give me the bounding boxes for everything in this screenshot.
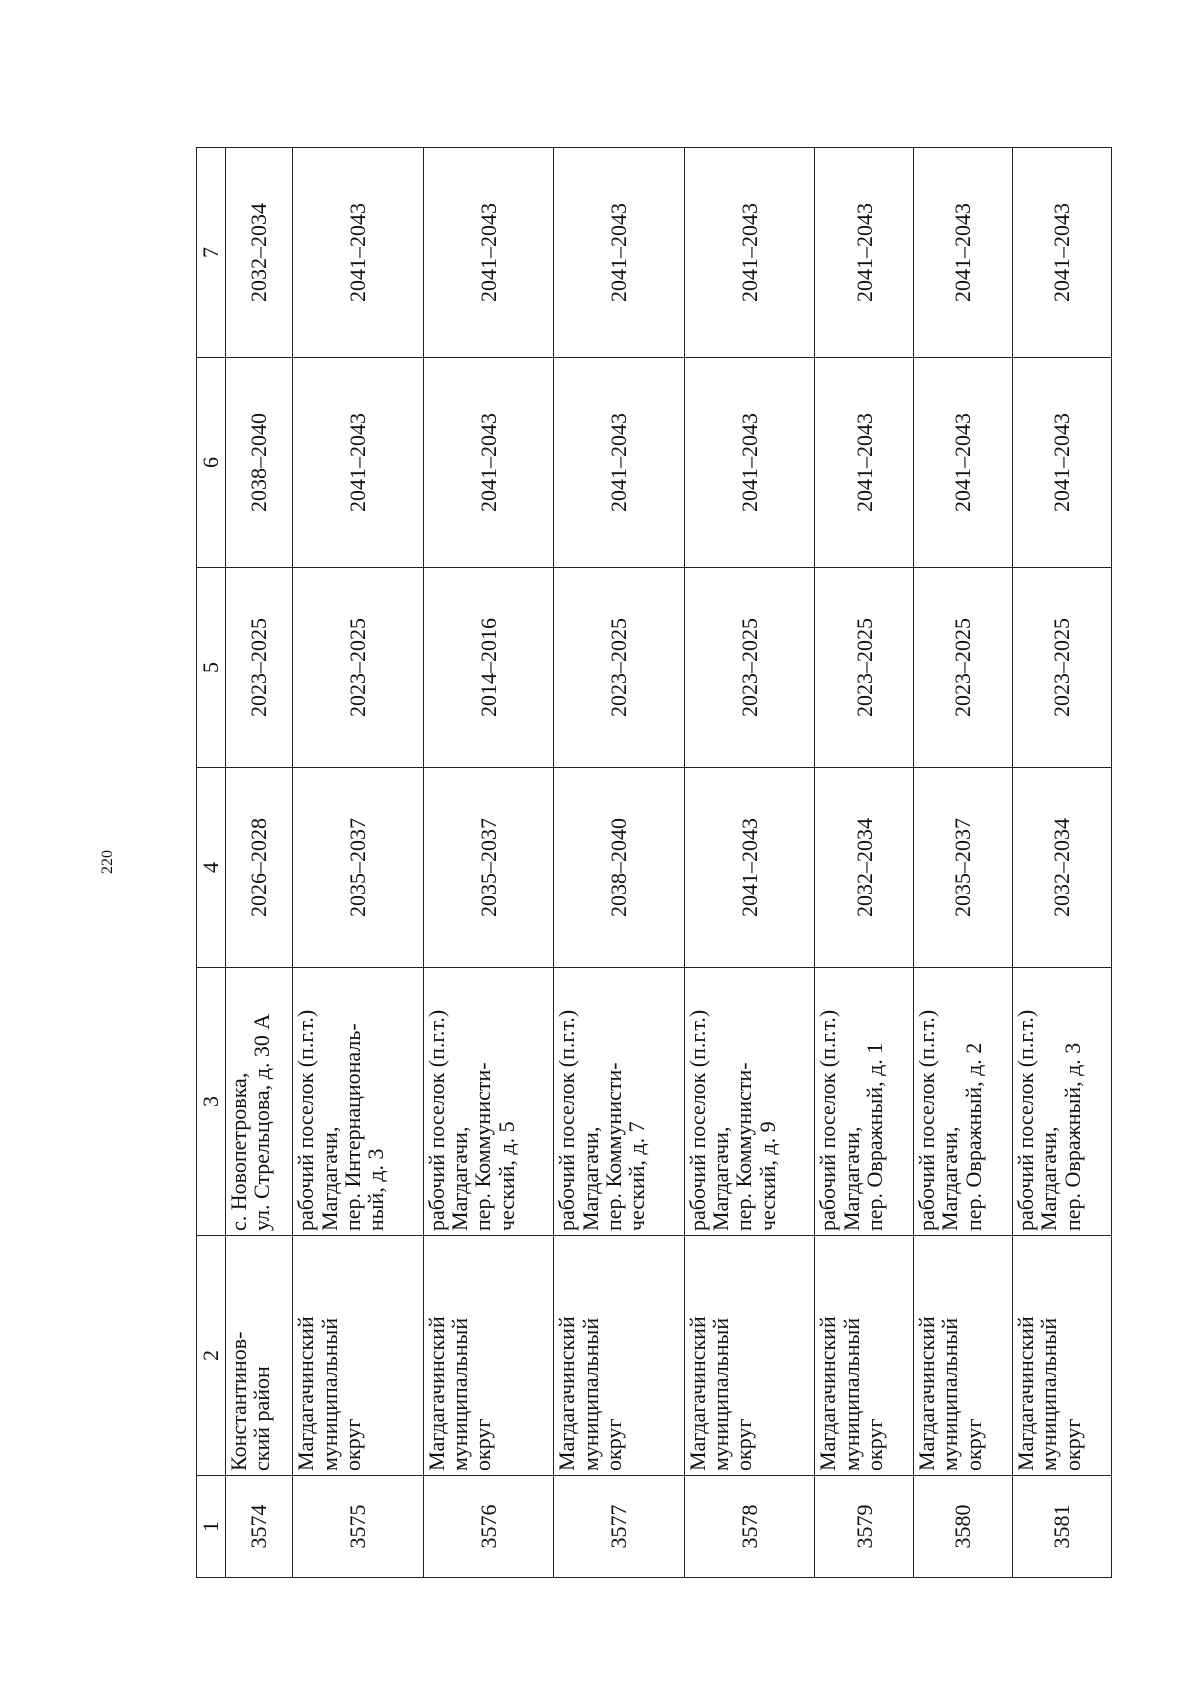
address-cell <box>226 968 293 1236</box>
row-number-cell: 3576 <box>423 1476 554 1578</box>
period-cell-4: 2038–2040 <box>554 768 685 968</box>
period-cell-6: 2041–2043 <box>914 358 1013 568</box>
district-cell <box>815 1236 914 1476</box>
period-cell-4: 2035–2037 <box>914 768 1013 968</box>
address-cell-line: пер. Коммунисти- <box>600 1062 626 1231</box>
address-cell-line: рабочий поселок (п.г.т.) <box>684 1009 710 1231</box>
district-cell-line: муниципальный <box>1036 1317 1062 1471</box>
district-cell-line: Магдагачинский <box>914 1316 940 1471</box>
district-cell <box>684 1236 815 1476</box>
row-number-cell: 3578 <box>684 1476 815 1578</box>
address-cell-line: пер. Интернациональ- <box>339 1023 365 1231</box>
period-cell-5: 2023–2025 <box>554 568 685 768</box>
period-cell-4: 2032–2034 <box>815 768 914 968</box>
period-cell-6: 2041–2043 <box>684 358 815 568</box>
district-cell-line: округ <box>339 1418 365 1471</box>
district-cell-line: муниципальный <box>838 1317 864 1471</box>
address-cell-line: Магдагачи, <box>577 1126 603 1231</box>
address-cell-line: пер. Овражный, д. 3 <box>1059 1042 1085 1231</box>
period-cell-7: 2041–2043 <box>1013 148 1112 358</box>
district-cell-line: муниципальный <box>708 1317 734 1471</box>
address-cell-line: рабочий поселок (п.г.т.) <box>554 1009 580 1231</box>
period-cell-6: 2041–2043 <box>1013 358 1112 568</box>
column-header: 4 <box>197 768 226 968</box>
district-cell <box>226 1236 293 1476</box>
address-cell-line: рабочий поселок (п.г.т.) <box>815 1009 841 1231</box>
address-cell-line: Магдагачи, <box>1036 1126 1062 1231</box>
row-number-cell: 3575 <box>293 1476 424 1578</box>
period-cell-6: 2041–2043 <box>293 358 424 568</box>
district-cell-line: Магдагачинский <box>423 1316 449 1471</box>
table-row <box>1013 148 1112 1578</box>
district-cell-line: муниципальный <box>577 1317 603 1471</box>
district-cell-line: округ <box>731 1418 757 1471</box>
address-cell-line: Магдагачи, <box>838 1126 864 1231</box>
address-cell-line: ческий, д. 9 <box>754 1121 780 1231</box>
address-cell <box>293 968 424 1236</box>
table-row <box>293 148 424 1578</box>
address-cell-line: рабочий поселок (п.г.т.) <box>423 1009 449 1231</box>
period-cell-5: 2023–2025 <box>1013 568 1112 768</box>
address-cell <box>554 968 685 1236</box>
address-cell-line: Магдагачи, <box>937 1126 963 1231</box>
district-cell <box>914 1236 1013 1476</box>
table-row <box>554 148 685 1578</box>
address-cell-line: пер. Овражный, д. 1 <box>861 1042 887 1231</box>
period-cell-7: 2041–2043 <box>914 148 1013 358</box>
address-cell-line: ул. Стрельцова, д. 30 А <box>249 1013 275 1231</box>
address-cell-line: Магдагачи, <box>708 1126 734 1231</box>
district-cell-line: Магдагачинский <box>293 1316 319 1471</box>
row-number-cell: 3580 <box>914 1476 1013 1578</box>
period-cell-5: 2023–2025 <box>293 568 424 768</box>
table-row <box>815 148 914 1578</box>
column-header: 6 <box>197 358 226 568</box>
district-cell-line: округ <box>470 1418 496 1471</box>
period-cell-4: 2035–2037 <box>293 768 424 968</box>
period-cell-7: 2041–2043 <box>293 148 424 358</box>
table-container <box>196 148 1112 1578</box>
column-header: 7 <box>197 148 226 358</box>
address-cell-line: Магдагачи, <box>447 1126 473 1231</box>
district-cell-line: округ <box>600 1418 626 1471</box>
address-cell <box>1013 968 1112 1236</box>
column-header: 3 <box>197 968 226 1236</box>
period-cell-5: 2023–2025 <box>815 568 914 768</box>
district-cell-line: муниципальный <box>937 1317 963 1471</box>
column-header: 1 <box>197 1476 226 1578</box>
table-row <box>423 148 554 1578</box>
district-cell-line: Магдагачинский <box>1013 1316 1039 1471</box>
district-cell-line: муниципальный <box>447 1317 473 1471</box>
period-cell-6: 2041–2043 <box>554 358 685 568</box>
period-cell-7: 2041–2043 <box>554 148 685 358</box>
address-cell <box>914 968 1013 1236</box>
page-number: 220 <box>99 850 116 874</box>
district-cell <box>293 1236 424 1476</box>
period-cell-5: 2023–2025 <box>226 568 293 768</box>
period-cell-7: 2041–2043 <box>423 148 554 358</box>
period-cell-7: 2041–2043 <box>684 148 815 358</box>
header-row <box>197 148 226 1578</box>
address-cell <box>423 968 554 1236</box>
column-header: 5 <box>197 568 226 768</box>
period-cell-7: 2032–2034 <box>226 148 293 358</box>
row-number-cell: 3577 <box>554 1476 685 1578</box>
row-number-cell: 3574 <box>226 1476 293 1578</box>
address-cell <box>815 968 914 1236</box>
district-cell <box>1013 1236 1112 1476</box>
row-number-cell: 3581 <box>1013 1476 1112 1578</box>
table-body <box>226 148 1112 1578</box>
period-cell-4: 2026–2028 <box>226 768 293 968</box>
period-cell-5: 2023–2025 <box>914 568 1013 768</box>
period-cell-5: 2014–2016 <box>423 568 554 768</box>
data-table <box>196 147 1112 1578</box>
district-cell <box>423 1236 554 1476</box>
district-cell-line: ский район <box>249 1366 275 1471</box>
address-cell-line: рабочий поселок (п.г.т.) <box>1013 1009 1039 1231</box>
district-cell-line: Константинов- <box>226 1331 251 1471</box>
address-cell-line: рабочий поселок (п.г.т.) <box>914 1009 940 1231</box>
address-cell-line: ческий, д. 7 <box>624 1121 650 1231</box>
address-cell-line: пер. Коммунисти- <box>470 1062 496 1231</box>
address-cell-line: с. Новопетровка, <box>226 1072 251 1231</box>
rotated-table <box>196 148 1112 1578</box>
address-cell-line: пер. Коммунисти- <box>731 1062 757 1231</box>
address-cell-line: ный, д. 3 <box>363 1148 389 1231</box>
period-cell-4: 2032–2034 <box>1013 768 1112 968</box>
address-cell <box>684 968 815 1236</box>
address-cell-line: пер. Овражный, д. 2 <box>960 1042 986 1231</box>
district-cell-line: округ <box>960 1418 986 1471</box>
table-row <box>914 148 1013 1578</box>
table-row <box>226 148 293 1578</box>
period-cell-6: 2038–2040 <box>226 358 293 568</box>
address-cell-line: рабочий поселок (п.г.т.) <box>293 1009 319 1231</box>
district-cell-line: муниципальный <box>316 1317 342 1471</box>
address-cell-line: ческий, д. 5 <box>493 1121 519 1231</box>
district-cell-line: Магдагачинский <box>554 1316 580 1471</box>
column-header: 2 <box>197 1236 226 1476</box>
district-cell-line: Магдагачинский <box>684 1316 710 1471</box>
period-cell-5: 2023–2025 <box>684 568 815 768</box>
period-cell-4: 2035–2037 <box>423 768 554 968</box>
district-cell-line: Магдагачинский <box>815 1316 841 1471</box>
table-row <box>684 148 815 1578</box>
district-cell <box>554 1236 685 1476</box>
row-number-cell: 3579 <box>815 1476 914 1578</box>
period-cell-7: 2041–2043 <box>815 148 914 358</box>
period-cell-6: 2041–2043 <box>423 358 554 568</box>
period-cell-4: 2041–2043 <box>684 768 815 968</box>
district-cell-line: округ <box>1059 1418 1085 1471</box>
period-cell-6: 2041–2043 <box>815 358 914 568</box>
address-cell-line: Магдагачи, <box>316 1126 342 1231</box>
district-cell-line: округ <box>861 1418 887 1471</box>
